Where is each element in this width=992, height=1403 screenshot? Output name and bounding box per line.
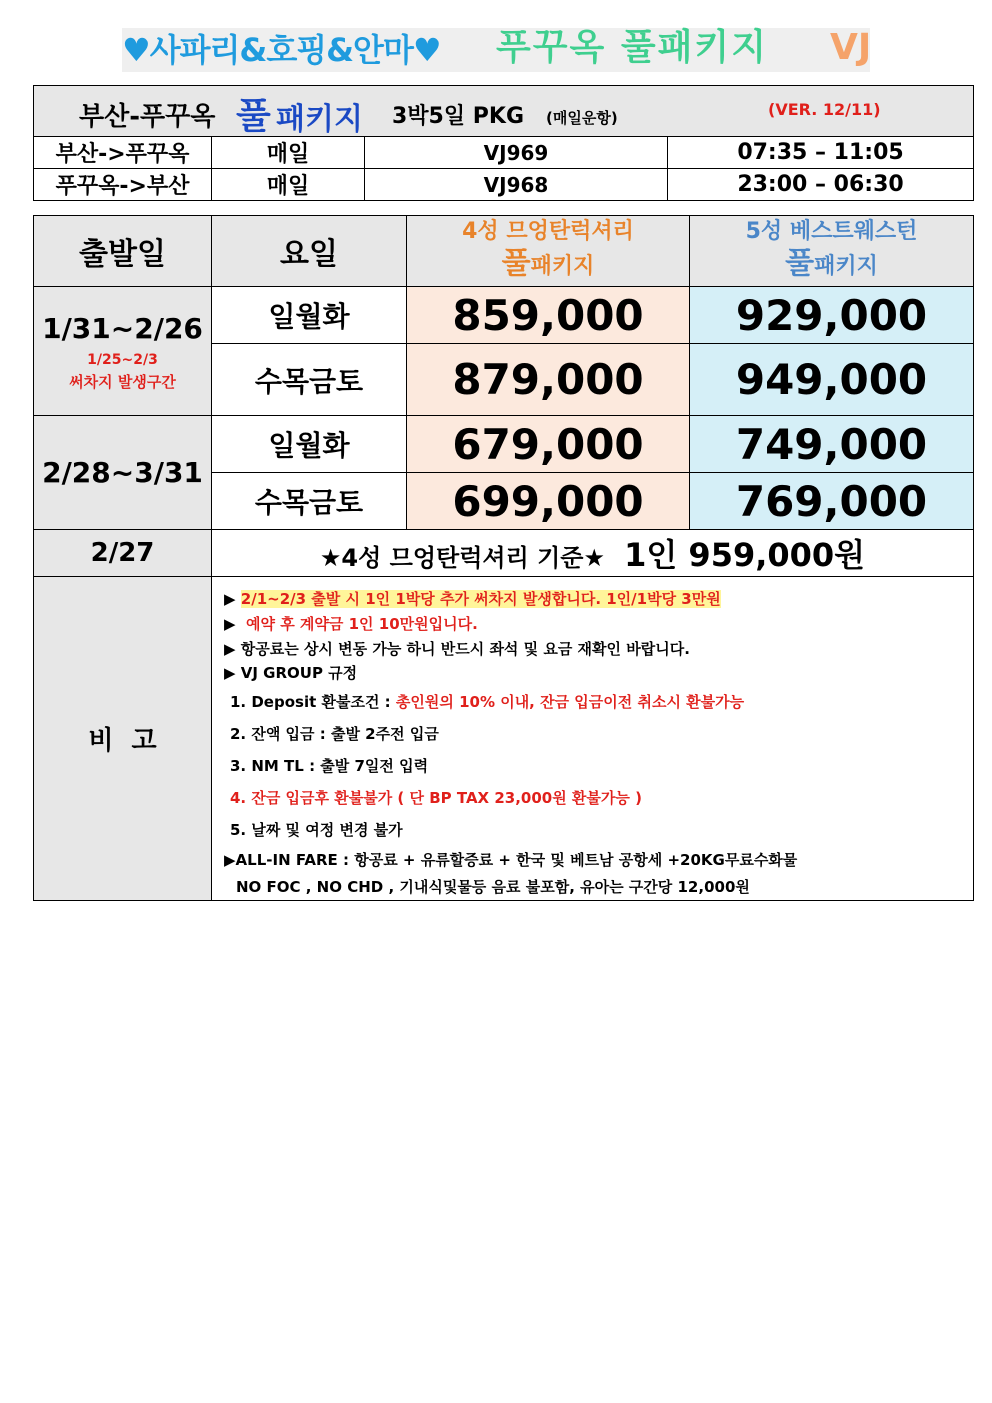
special-row (34, 530, 974, 577)
header-route: 부산-푸꾸옥 (79, 102, 216, 132)
col-day: 요일 (212, 216, 407, 287)
day-cell: 일월화 (212, 287, 407, 344)
period-date: 2/28~3/31 (34, 416, 212, 530)
remarks-content (212, 577, 974, 901)
header-full: 풀 (236, 96, 271, 137)
flight-days: 매일 (212, 169, 365, 201)
flight-row (34, 169, 974, 201)
price-4star: 879,000 (407, 344, 690, 416)
remark-deposit (224, 612, 973, 637)
remark-deposit-text: 예약 후 계약금 1인 10만원입니다. (246, 614, 478, 633)
day-cell: 수목금토 (212, 344, 407, 416)
special-text: ★4성 므엉탄럭셔리 기준★ (319, 544, 606, 572)
flight-number: VJ969 (365, 137, 668, 169)
header-daily: (매일운항) (546, 109, 618, 127)
price-5star: 769,000 (690, 473, 974, 530)
flight-time: 07:35 – 11:05 (668, 137, 974, 169)
day-cell: 수목금토 (212, 473, 407, 530)
rule-5: 5. 날짜 및 여정 변경 불가 (230, 821, 403, 840)
flight-row (34, 137, 974, 169)
price-5star: 929,000 (690, 287, 974, 344)
remark-airfare: ▶ 항공료는 상시 변동 가능 하니 반드시 좌석 및 요금 재확인 바랍니다. (224, 639, 690, 658)
title-package: 푸꾸옥 풀패키지 (496, 27, 768, 68)
price-5star: 749,000 (690, 416, 974, 473)
flight-table (33, 85, 974, 201)
header-version: (VER. 12/11) (768, 100, 881, 119)
special-cell (212, 530, 974, 577)
price-4star: 679,000 (407, 416, 690, 473)
col-5star-pkg: 패키지 (814, 254, 878, 279)
flight-time: 23:00 – 06:30 (668, 169, 974, 201)
remark-group-rules: ▶ VJ GROUP 규정 (224, 664, 358, 683)
remarks-row (34, 577, 974, 901)
surcharge-note: 써차지 발생구간 (69, 373, 176, 391)
rule-4: 4. 잔금 입금후 환불불가 ( 단 BP TAX 23,000원 환불가능 ) (230, 789, 642, 808)
flight-number: VJ968 (365, 169, 668, 201)
rule-1 (224, 686, 973, 718)
bullet-icon: ▶ (224, 590, 236, 608)
col-5star (690, 216, 974, 287)
price-4star: 699,000 (407, 473, 690, 530)
col-4star-pkg: 패키지 (530, 254, 595, 279)
special-price: 1인 959,000원 (624, 536, 866, 574)
remarks-label: 비 고 (34, 577, 212, 901)
price-row (34, 416, 974, 473)
rule-1-value: 총인원의 10% 이내, 잔금 입금이전 취소시 환불가능 (395, 693, 745, 712)
page-title (122, 28, 870, 72)
remark-surcharge (224, 587, 973, 612)
header-package: 패키지 (276, 102, 363, 137)
header-duration: 3박5일 PKG (392, 104, 525, 129)
price-4star: 859,000 (407, 287, 690, 344)
special-date: 2/27 (34, 530, 212, 577)
fare-exclusions: NO FOC , NO CHD , 기내식및물등 음료 불포함, 유아는 구간당 12,000원 (236, 878, 750, 897)
price-5star: 949,000 (690, 344, 974, 416)
col-4star (407, 216, 690, 287)
rule-3: 3. NM TL : 출발 7일전 입력 (230, 757, 429, 776)
price-row (34, 287, 974, 344)
title-airline: VJ (830, 27, 872, 68)
period-cell (34, 287, 212, 416)
surcharge-period: 1/25~2/3 (87, 352, 158, 368)
bullet-icon: ▶ (224, 614, 236, 633)
fare-info: ▶ALL-IN FARE : 항공료 + 유류할증료 + 한국 및 베트남 공항세 +20KG무료수화물 (224, 851, 798, 870)
package-header (34, 86, 974, 137)
flight-days: 매일 (212, 137, 365, 169)
price-table (33, 215, 974, 901)
title-tour-name: ♥사파리&호핑&안마♥ (122, 31, 441, 69)
col-departure: 출발일 (34, 216, 212, 287)
price-table-header (34, 216, 974, 287)
remark-surcharge-text: 2/1~2/3 출발 시 1인 1박당 추가 써차지 발생합니다. 1인/1박당 3만원 (240, 590, 721, 608)
rule-1-label: 1. Deposit 환불조건 : (230, 693, 396, 712)
day-cell: 일월화 (212, 416, 407, 473)
rule-2: 2. 잔액 입금 : 출발 2주전 입금 (230, 725, 439, 744)
flight-route: 푸꾸옥->부산 (34, 169, 212, 201)
col-4star-full: 풀 (501, 246, 531, 281)
period-date: 1/31~2/26 (42, 312, 203, 345)
col-5star-full: 풀 (785, 246, 815, 281)
col-4star-hotel: 4성 므엉탄럭셔리 (462, 219, 634, 244)
col-5star-hotel: 5성 베스트웨스턴 (745, 219, 918, 244)
flight-route: 부산->푸꾸옥 (34, 137, 212, 169)
